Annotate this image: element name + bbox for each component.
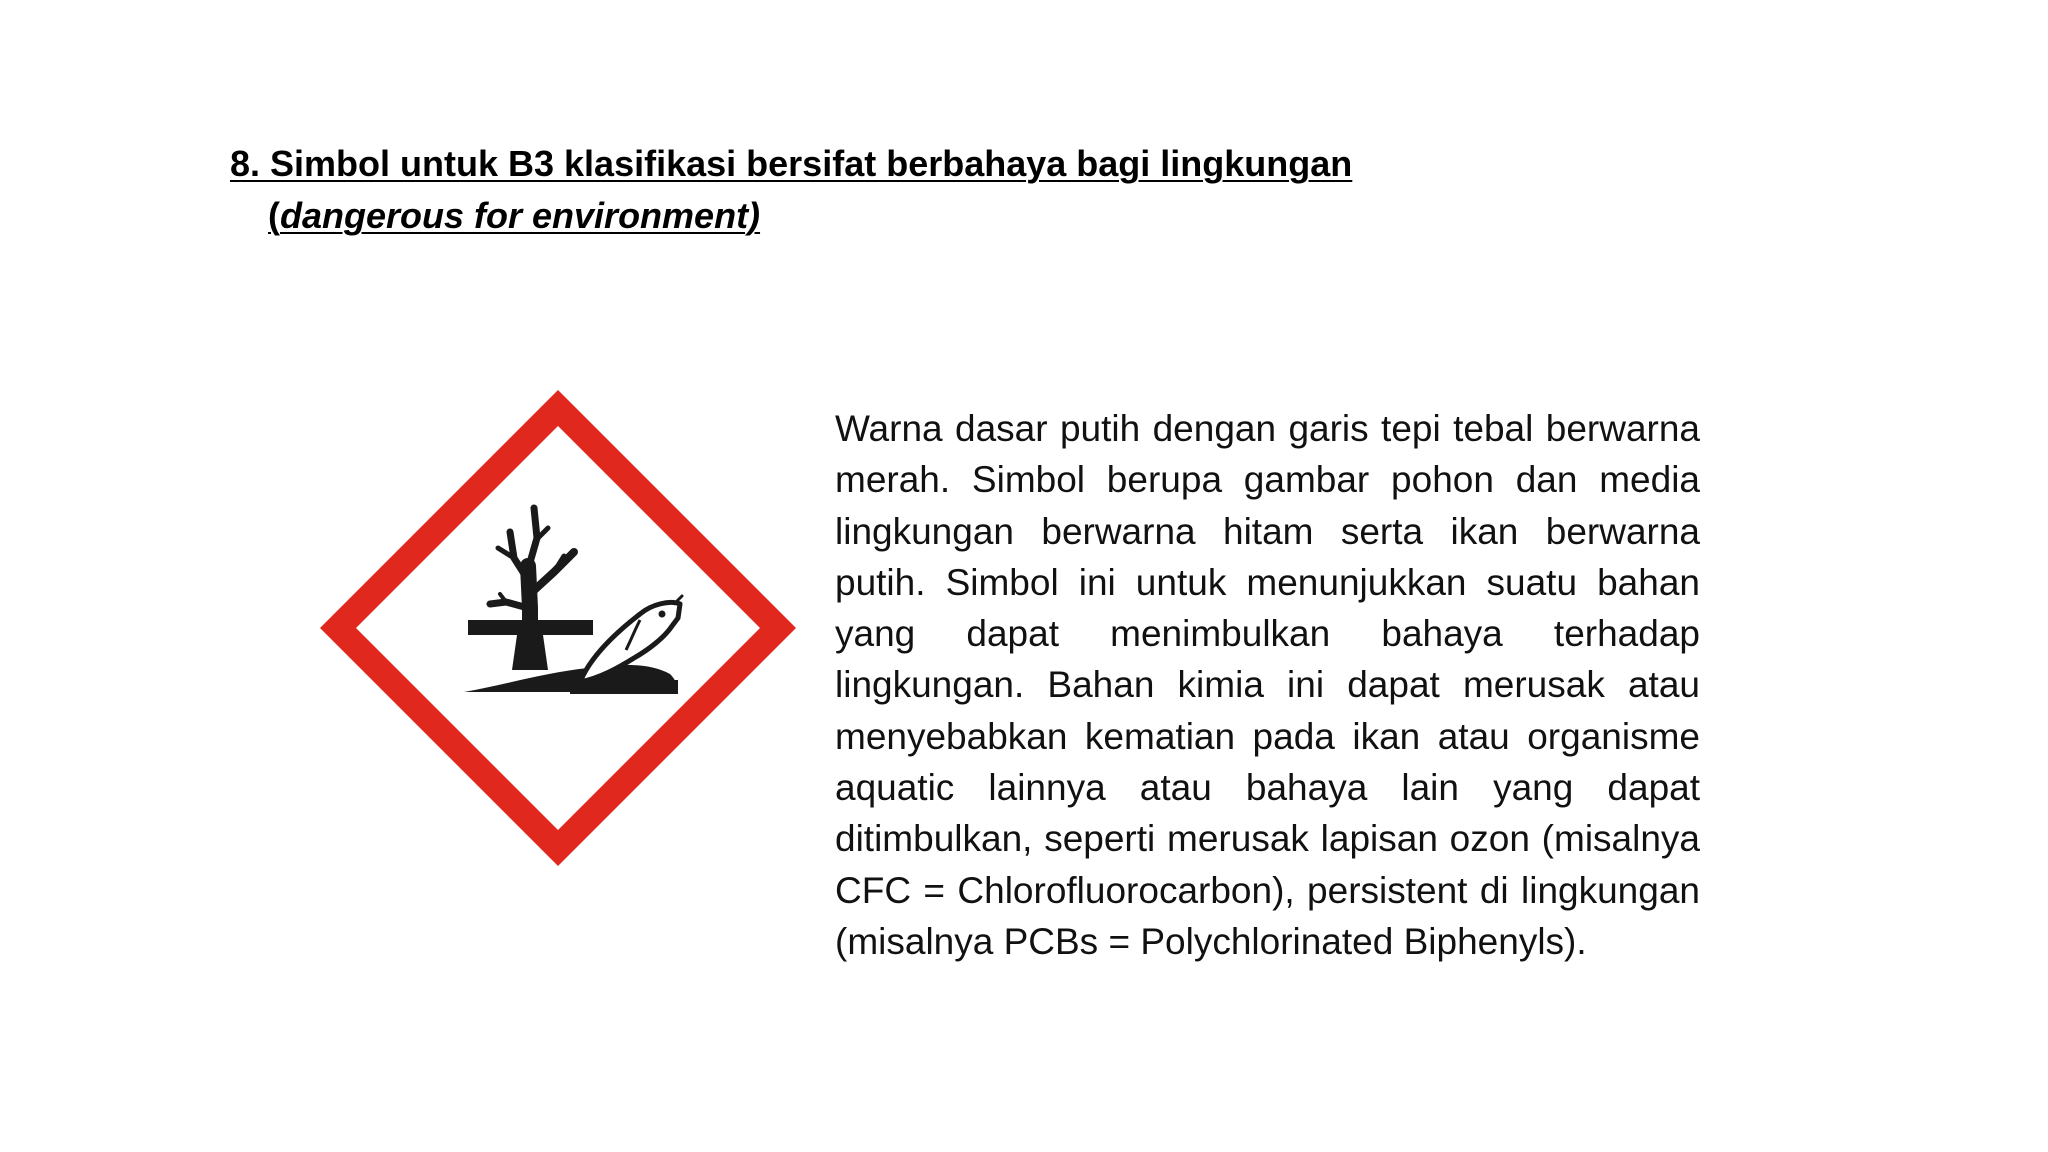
slide-title [230,138,1352,242]
title-open-paren: ( [268,195,280,236]
title-english-term: dangerous for environment) [280,195,761,236]
tree-base [512,628,548,670]
environment-hazard-icon [318,388,798,868]
title-line-2 [230,190,1352,242]
symbol-description: Warna dasar putih dengan garis tepi tebal berwarna merah. Simbol berupa gambar pohon dan media lingkungan berwarna hitam serta ikan berwarna putih. Simbol ini untuk menunjukkan suatu bahan yang dapat menimbulkan bahaya terhadap lingkungan. Bahan kimia ini dapat merusak atau menyebabkan kematian pada ikan atau organisme aquatic lainnya atau bahaya lain yang dapat ditimbulkan, seperti merusak lapisan ozon (misalnya CFC = Chlorofluorocarbon), persistent di lingkungan (misalnya PCBs = Polychlorinated Biphenyls). [835,408,1700,962]
title-line-1: 8. Simbol untuk B3 klasifikasi bersifat berbahaya bagi lingkungan [230,143,1353,184]
hazard-pictogram-svg [318,388,798,868]
